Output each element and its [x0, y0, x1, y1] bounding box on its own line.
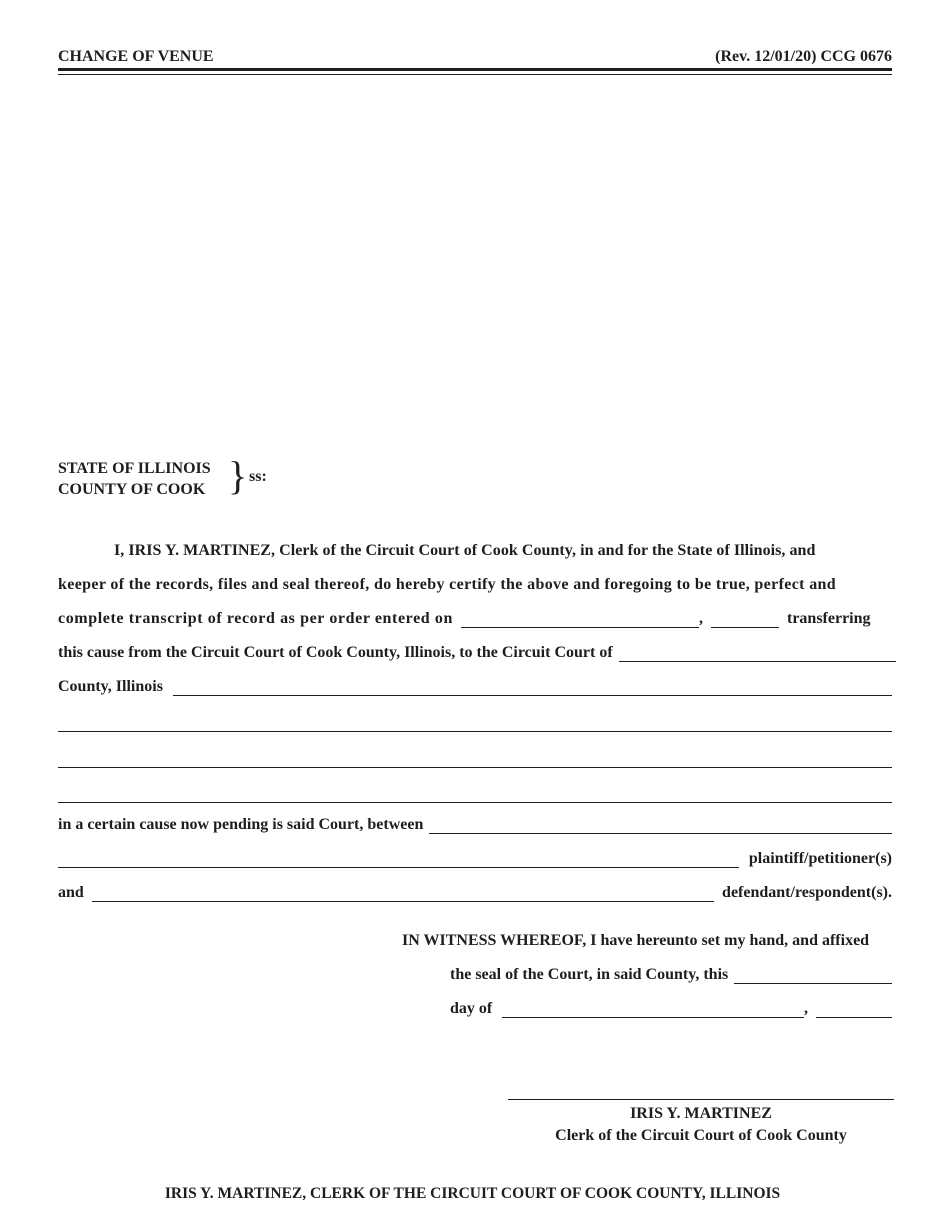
certificate-line-2: [58, 572, 896, 594]
case-caption-field-3[interactable]: [58, 753, 892, 768]
witness-month-field[interactable]: [502, 1003, 804, 1018]
certificate-text-3b: transferring: [786, 610, 871, 627]
certificate-line-8: [58, 781, 892, 803]
witness-text-2: the seal of the Court, in said County, this: [450, 966, 729, 983]
witness-line-2: [450, 966, 892, 984]
defendant-field[interactable]: [92, 887, 714, 902]
certificate-text-2: keeper of the records, files and seal thereof, do hereby certify the above and foregoing to be true, perfect and: [58, 576, 837, 593]
and-label: and: [58, 884, 84, 901]
page-footer: IRIS Y. MARTINEZ, CLERK OF THE CIRCUIT COURT OF COOK COUNTY, ILLINOIS: [164, 1185, 781, 1202]
certificate-text-3a: complete transcript of record as per order entered on: [58, 610, 453, 627]
certificate-line-9: [58, 812, 892, 834]
certificate-line-11: [58, 880, 892, 902]
comma-2: ,: [804, 1000, 808, 1017]
ss-label: ss:: [249, 468, 267, 485]
certificate-line-6: [58, 710, 892, 732]
form-revision: (Rev. 12/01/20) CCG 0676: [715, 48, 892, 65]
witness-text-1: IN WITNESS WHEREOF, I have hereunto set my hand, and affixed: [402, 932, 870, 949]
certificate-line-3: [58, 606, 896, 628]
certificate-text-5: County, Illinois: [58, 678, 163, 695]
plaintiff-field[interactable]: [58, 853, 739, 868]
witness-text-3: day of: [450, 1000, 493, 1017]
state-label: STATE OF ILLINOIS: [58, 460, 211, 477]
clerk-signature-line[interactable]: [508, 1099, 894, 1100]
certificate-text-9: in a certain cause now pending is said Court, between: [58, 816, 424, 833]
certificate-line-10: [58, 846, 892, 868]
header-rule-thin: [58, 74, 892, 75]
order-date-field[interactable]: [461, 613, 699, 628]
case-caption-field-2[interactable]: [58, 717, 892, 732]
defendant-label: defendant/respondent(s).: [722, 884, 892, 901]
witness-year-field[interactable]: [816, 1003, 892, 1018]
jurisdiction-block: [58, 458, 211, 500]
certificate-text-1: I, IRIS Y. MARTINEZ, Clerk of the Circuit Court of Cook County, in and for the State of Illinois, and: [114, 542, 816, 559]
witness-line-1: [402, 932, 892, 950]
plaintiff-label: plaintiff/petitioner(s): [748, 850, 892, 867]
certificate-line-1: [58, 538, 896, 560]
case-caption-field-4[interactable]: [58, 788, 892, 803]
certificate-line-5: [58, 674, 892, 696]
witness-line-3: [450, 1000, 892, 1018]
header-rule-thick: [58, 68, 892, 71]
certificate-line-4: [58, 640, 896, 662]
case-caption-field-1[interactable]: [173, 681, 892, 696]
county-label: COUNTY OF COOK: [58, 481, 206, 498]
brace-symbol: }: [228, 453, 248, 498]
parties-field-1[interactable]: [429, 819, 892, 834]
comma-1: ,: [698, 610, 703, 627]
clerk-title: Clerk of the Circuit Court of Cook County: [555, 1127, 847, 1144]
form-title: CHANGE OF VENUE: [58, 48, 214, 65]
certificate-line-7: [58, 746, 892, 768]
order-year-field[interactable]: [711, 613, 779, 628]
transferee-county-field[interactable]: [619, 647, 896, 662]
witness-day-field[interactable]: [734, 969, 892, 984]
clerk-name: IRIS Y. MARTINEZ: [630, 1105, 772, 1122]
certificate-text-4: this cause from the Circuit Court of Cook County, Illinois, to the Circuit Court of: [58, 644, 613, 661]
